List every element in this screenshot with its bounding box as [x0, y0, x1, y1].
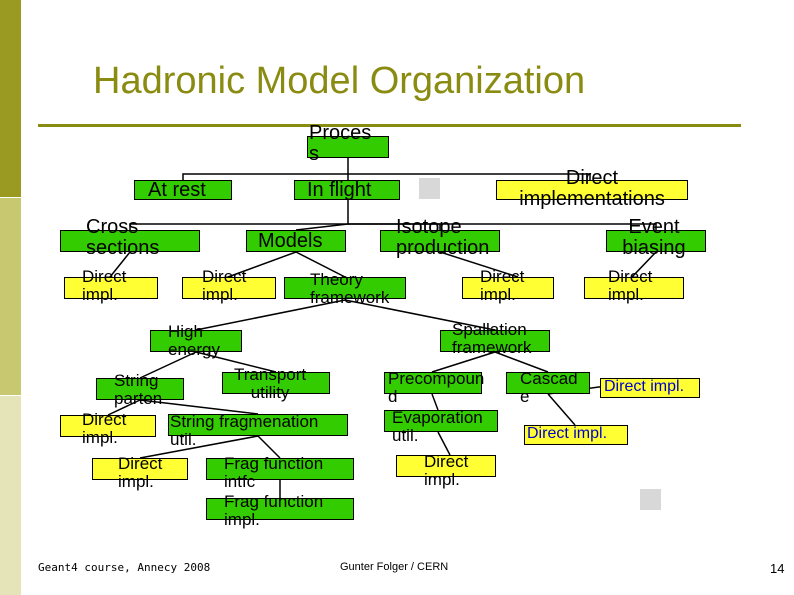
label-cross-sections: Cross sections [86, 216, 160, 259]
label-precompound: Precompoun d [388, 369, 485, 406]
label-spallation-framework: Spallation framework [452, 320, 532, 357]
label-direct-implementations: Direct implementations [519, 167, 665, 210]
label-bias-direct-impl: Direct impl. [608, 267, 653, 304]
label-direct-impl-blue-2: Direct impl. [527, 425, 608, 442]
footer-course: Geant4 course, Annecy 2008 [38, 561, 211, 574]
label-string-direct-impl: Direct impl. [82, 410, 127, 447]
label-at-rest: At rest [148, 179, 206, 201]
page-number: 14 [770, 561, 785, 576]
label-isotope-production: Isotope production [396, 216, 490, 259]
label-models: Models [258, 230, 323, 252]
label-frag-function-intfc: Frag function intfc [224, 454, 324, 491]
label-cascade: Cascad e [520, 369, 578, 406]
label-iso-direct-impl: Direct impl. [480, 267, 525, 304]
label-process: Proces s [309, 122, 372, 165]
label-in-flight: In flight [307, 179, 372, 201]
label-string-parton: String parton [114, 371, 163, 408]
label-theory-framework: Theory framework [310, 270, 390, 307]
label-string-fragmentation-util: String fragmenation util. [170, 412, 319, 449]
label-evaporation-util: Evaporation util. [392, 408, 483, 445]
label-frag-direct-impl: Direct impl. [118, 454, 163, 491]
gray-square-1 [419, 178, 440, 199]
footer-author: Gunter Folger / CERN [340, 561, 449, 573]
gray-square-2 [640, 489, 661, 510]
label-models-direct-impl: Direct impl. [202, 267, 247, 304]
label-transport-utility: Transport utility [234, 365, 307, 402]
label-cs-direct-impl: Direct impl. [82, 267, 127, 304]
page-title: Hadronic Model Organization [93, 60, 586, 102]
label-high-energy: High energy [168, 322, 220, 359]
label-frag-function-impl: Frag function impl. [224, 492, 324, 529]
label-event-biasing: Event biasing [622, 216, 686, 259]
label-direct-impl-blue-1: Direct impl. [604, 378, 685, 395]
label-evap-direct-impl: Direct impl. [424, 452, 469, 489]
